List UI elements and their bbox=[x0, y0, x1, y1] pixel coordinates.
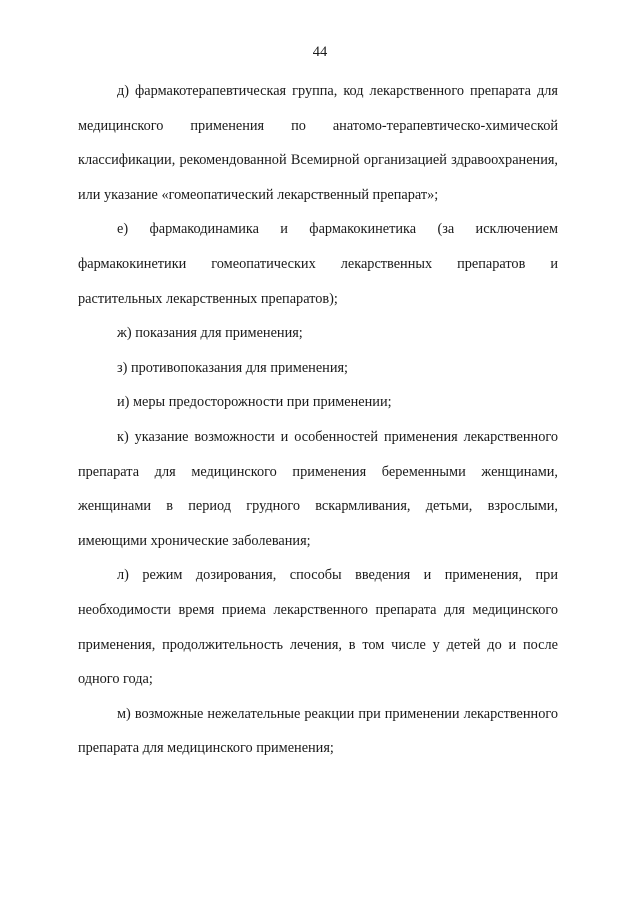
paragraph-k: к) указание возможности и особенностей применения лекарственного препарата для медицинского применения беременными женщинами, женщинами в период грудного вскармливания, детьми, взрослыми, имеющими хронические заболевания; bbox=[78, 428, 558, 549]
paragraph-l: л) режим дозирования, способы введения и применения, при необходимости время приема лекарственного препарата для медицинского применения, продолжительность лечения, в том числе у детей до и после одного года; bbox=[78, 567, 558, 688]
paragraph-i: и) меры предосторожности при применении; bbox=[117, 394, 392, 411]
paragraph-zh: ж) показания для применения; bbox=[117, 325, 303, 342]
paragraph-z: з) противопоказания для применения; bbox=[117, 359, 349, 376]
paragraph-e: е) фармакодинамика и фармакокинетика (за исключением фармакокинетики гомеопатических лекарственных препаратов и растительных лекарственных препаратов); bbox=[78, 221, 558, 307]
document-body bbox=[78, 74, 558, 766]
page-number: 44 bbox=[312, 44, 328, 60]
paragraph-d: д) фармакотерапевтическая группа, код лекарственного препарата для медицинского применения по анатомо-терапевтическо-химической классификации, рекомендованной Всемирной организацией здравоохранения, или указание «гомеопатический лекарственный препарат»; bbox=[78, 83, 558, 203]
paragraph-m: м) возможные нежелательные реакции при применении лекарственного препарата для медицинского применения; bbox=[78, 705, 558, 757]
